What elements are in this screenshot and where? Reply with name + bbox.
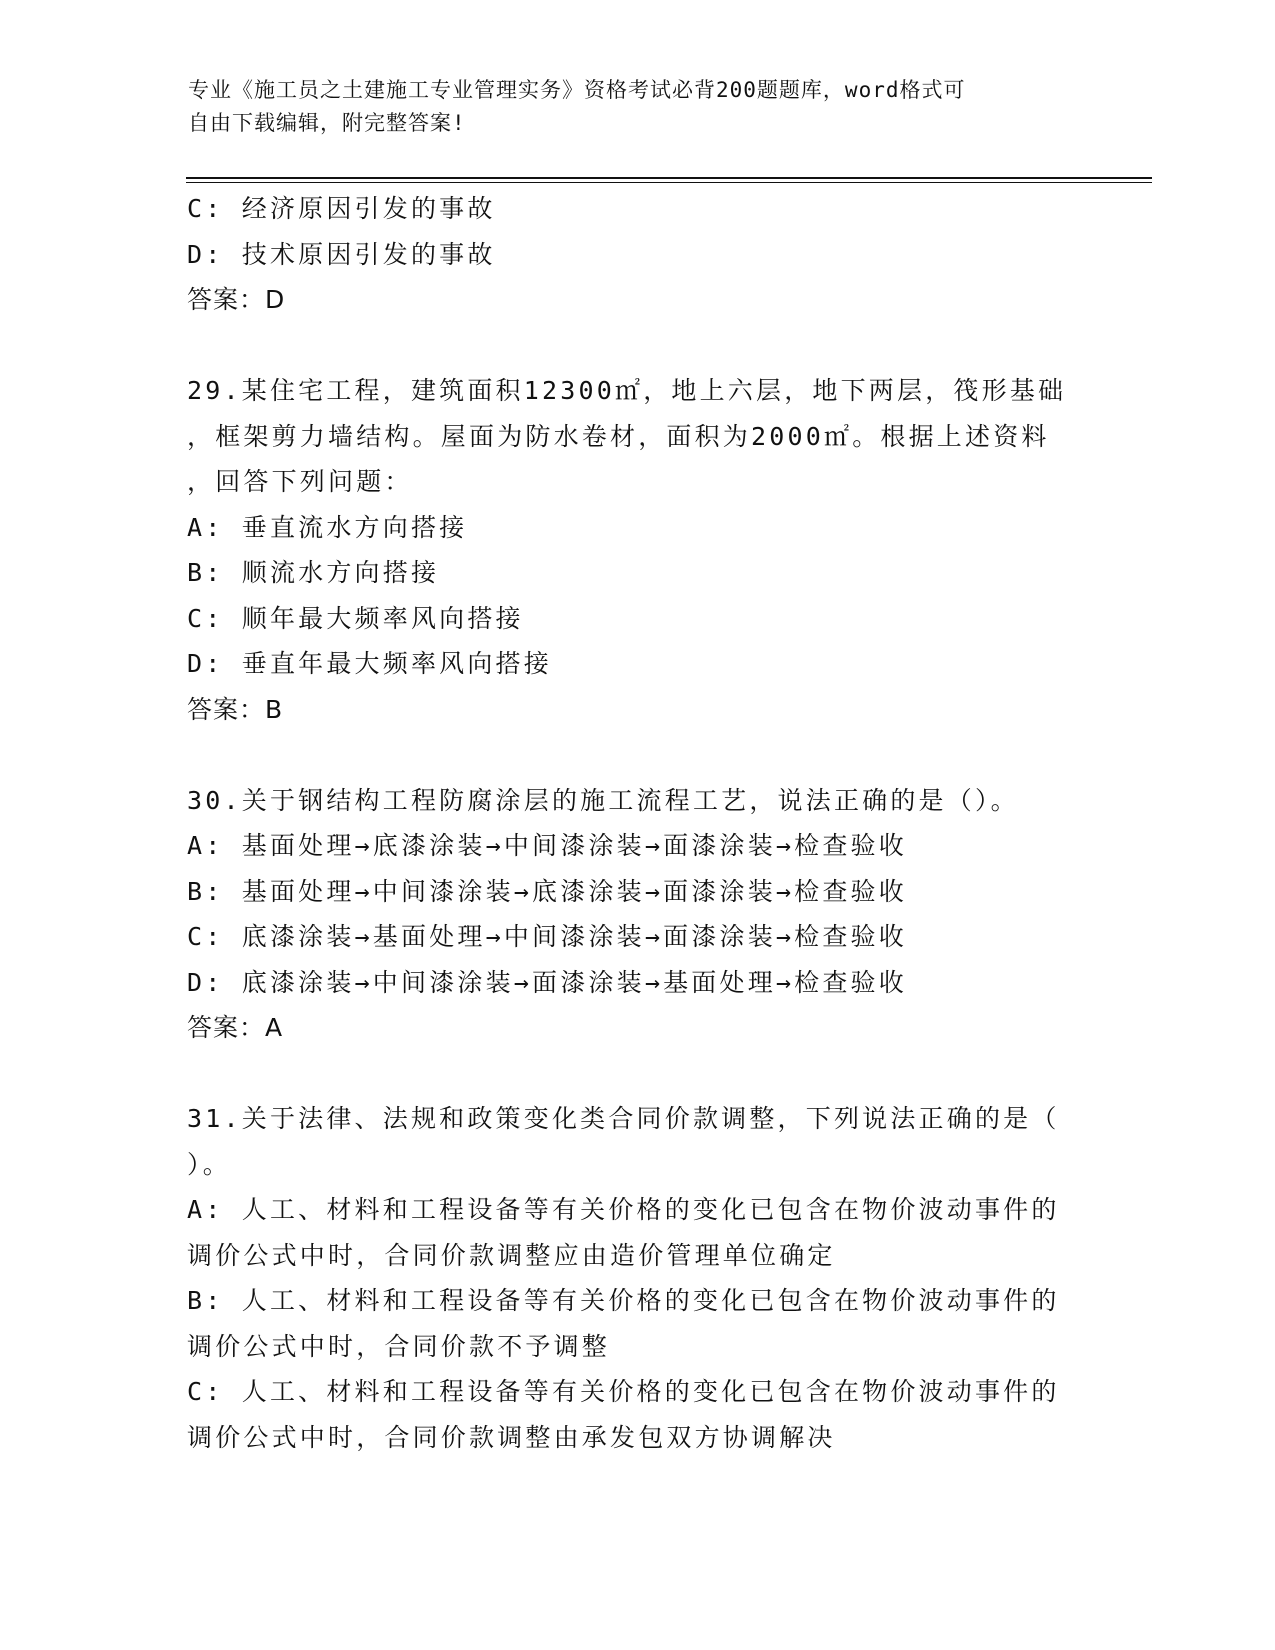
spacer — [187, 732, 1087, 778]
question-28-tail — [187, 186, 1087, 323]
option-a: A: 垂直流水方向搭接 — [187, 512, 468, 542]
header-divider — [186, 177, 1152, 183]
option-d: D: 垂直年最大频率风向搭接 — [187, 649, 552, 678]
option-a: A: 人工、材料和工程设备等有关价格的变化已包含在物价波动事件的 — [187, 1195, 1060, 1224]
option-c: C: 顺年最大频率风向搭接 — [187, 603, 524, 633]
spacer — [187, 323, 1087, 369]
option-c: C: 经济原因引发的事故 — [187, 194, 496, 223]
question-29 — [187, 368, 1087, 732]
option-a: A: 基面处理→底漆涂装→中间漆涂装→面漆涂装→检查验收 — [187, 831, 907, 860]
option-b: B: 人工、材料和工程设备等有关价格的变化已包含在物价波动事件的 — [187, 1286, 1060, 1315]
question-30 — [187, 778, 1087, 1051]
question-stem-line: 31.关于法律、法规和政策变化类合同价款调整，下列说法正确的是（ — [187, 1104, 1060, 1133]
answer-line: 答案：B — [187, 694, 284, 724]
question-stem-line: 30.关于钢结构工程防腐涂层的施工流程工艺，说法正确的是（）。 — [187, 785, 1019, 815]
option-c-continuation: 调价公式中时，合同价款调整由承发包双方协调解决 — [187, 1422, 836, 1452]
answer-line: 答案：D — [187, 285, 286, 314]
answer-line: 答案：A — [187, 1013, 284, 1042]
question-stem-line: 29.某住宅工程，建筑面积12300㎡，地上六层，地下两层，筏形基础 — [187, 376, 1067, 405]
header-title-line-1: 专业《施工员之土建施工专业管理实务》资格考试必背200题题库，word格式可 — [188, 78, 966, 102]
option-c: C: 人工、材料和工程设备等有关价格的变化已包含在物价波动事件的 — [187, 1377, 1060, 1406]
option-d: D: 底漆涂装→中间漆涂装→面漆涂装→基面处理→检查验收 — [187, 967, 907, 997]
document-body — [187, 186, 1087, 1460]
option-a-continuation: 调价公式中时，合同价款调整应由造价管理单位确定 — [187, 1240, 836, 1270]
option-b: B: 顺流水方向搭接 — [187, 558, 440, 587]
header-title-line-2: 自由下载编辑，附完整答案! — [188, 111, 466, 135]
option-d: D: 技术原因引发的事故 — [187, 239, 496, 269]
option-b: B: 基面处理→中间漆涂装→底漆涂装→面漆涂装→检查验收 — [187, 876, 907, 906]
question-stem-line: ，框架剪力墙结构。屋面为防水卷材，面积为2000㎡。根据上述资料 — [187, 421, 1050, 451]
option-c: C: 底漆涂装→基面处理→中间漆涂装→面漆涂装→检查验收 — [187, 922, 907, 951]
question-stem-line: ，回答下列问题： — [187, 467, 413, 496]
question-31 — [187, 1096, 1087, 1460]
question-stem-line: ）。 — [187, 1149, 231, 1179]
page-header — [188, 74, 1068, 140]
spacer — [187, 1051, 1087, 1097]
option-b-continuation: 调价公式中时，合同价款不予调整 — [187, 1331, 611, 1361]
